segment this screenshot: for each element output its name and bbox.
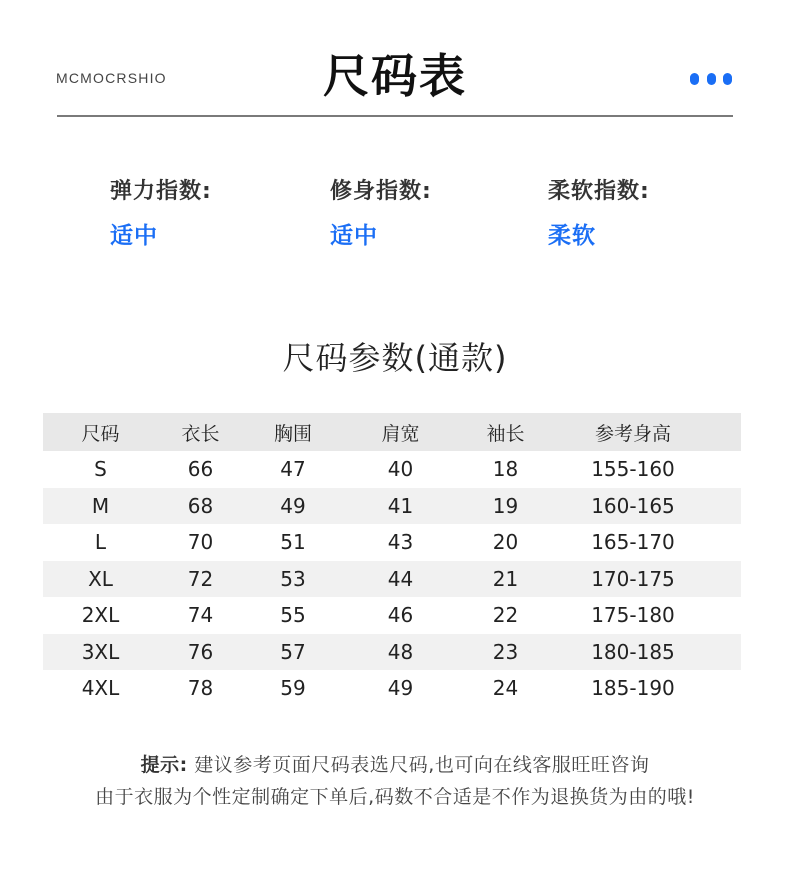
page-title: 尺码表 — [323, 49, 467, 103]
table-cell: 18 — [492, 457, 519, 482]
elasticity-value: 适中 — [110, 223, 158, 249]
table-row — [43, 524, 741, 561]
table-cell: 44 — [387, 566, 414, 591]
table-row — [43, 634, 741, 671]
column-header: 衣长 — [181, 422, 220, 445]
table-cell: 46 — [387, 603, 414, 628]
table-cell: 72 — [187, 566, 214, 591]
column-header: 参考身高 — [594, 422, 671, 445]
fit-label: 修身指数: — [330, 179, 432, 204]
table-row — [43, 488, 741, 525]
table-cell: 53 — [280, 566, 306, 591]
table-cell: 20 — [492, 530, 519, 555]
softness-index — [548, 174, 650, 250]
table-header-row — [43, 413, 741, 451]
tip-text-2: 由于衣服为个性定制确定下单后,码数不合适是不作为退换货为由的哦! — [95, 786, 695, 808]
table-row — [43, 561, 741, 598]
column-header: 胸围 — [273, 422, 312, 445]
table-cell: M — [91, 493, 110, 518]
elasticity-index — [110, 174, 212, 250]
table-cell: 51 — [280, 530, 306, 555]
brand-name: MCMOCRSHIO — [56, 70, 167, 86]
table-cell: 21 — [492, 566, 519, 591]
table-cell: 2XL — [81, 603, 120, 628]
table-cell: 68 — [187, 493, 214, 518]
tip-text-1: 建议参考页面尺码表选尺码,也可向在线客服旺旺咨询 — [194, 754, 650, 776]
table-cell: S — [94, 457, 107, 482]
table-cell: 41 — [387, 493, 414, 518]
table-cell: 175-180 — [591, 603, 675, 628]
table-cell: 185-190 — [591, 676, 675, 701]
table-cell: 49 — [280, 493, 306, 518]
table-cell: 57 — [280, 639, 306, 664]
table-cell: 70 — [187, 530, 214, 555]
menu-dot — [690, 73, 699, 85]
more-menu-icon[interactable] — [690, 73, 732, 85]
menu-dot — [723, 73, 732, 85]
table-cell: 4XL — [81, 676, 120, 701]
softness-value: 柔软 — [548, 223, 596, 249]
softness-label: 柔软指数: — [548, 179, 650, 204]
table-cell: 48 — [387, 639, 414, 664]
table-cell: 43 — [387, 530, 414, 555]
size-table — [43, 413, 741, 707]
table-cell: 66 — [187, 457, 214, 482]
table-cell: 165-170 — [591, 530, 675, 555]
table-cell: 74 — [187, 603, 214, 628]
table-cell: 160-165 — [591, 493, 675, 518]
table-row — [43, 597, 741, 634]
table-cell: 180-185 — [591, 639, 675, 664]
table-cell: 22 — [492, 603, 519, 628]
table-cell: XL — [88, 566, 113, 591]
table-cell: 76 — [187, 639, 214, 664]
elasticity-label: 弹力指数: — [110, 179, 212, 204]
table-cell: 59 — [280, 676, 306, 701]
table-cell: 78 — [187, 676, 214, 701]
menu-dot — [707, 73, 716, 85]
table-cell: 49 — [387, 676, 414, 701]
tip-line-2 — [0, 782, 790, 809]
table-cell: 47 — [280, 457, 306, 482]
fit-value: 适中 — [330, 223, 378, 249]
table-cell: 19 — [492, 493, 519, 518]
table-cell: 3XL — [81, 639, 120, 664]
fit-index — [330, 174, 432, 250]
tip-line-1 — [0, 750, 790, 777]
table-cell: 24 — [492, 676, 519, 701]
table-cell: 155-160 — [591, 457, 675, 482]
table-row — [43, 451, 741, 488]
table-cell: 55 — [280, 603, 306, 628]
column-header: 袖长 — [486, 422, 525, 445]
table-row — [43, 670, 741, 707]
table-cell: L — [94, 530, 107, 555]
table-cell: 170-175 — [591, 566, 675, 591]
table-cell: 40 — [387, 457, 414, 482]
column-header: 尺码 — [81, 422, 120, 445]
size-table-title: 尺码参数(通款) — [282, 339, 508, 377]
table-cell: 23 — [492, 639, 519, 664]
column-header: 肩宽 — [381, 422, 420, 445]
tip-prefix: 提示: — [140, 754, 188, 776]
header-divider — [57, 115, 733, 117]
